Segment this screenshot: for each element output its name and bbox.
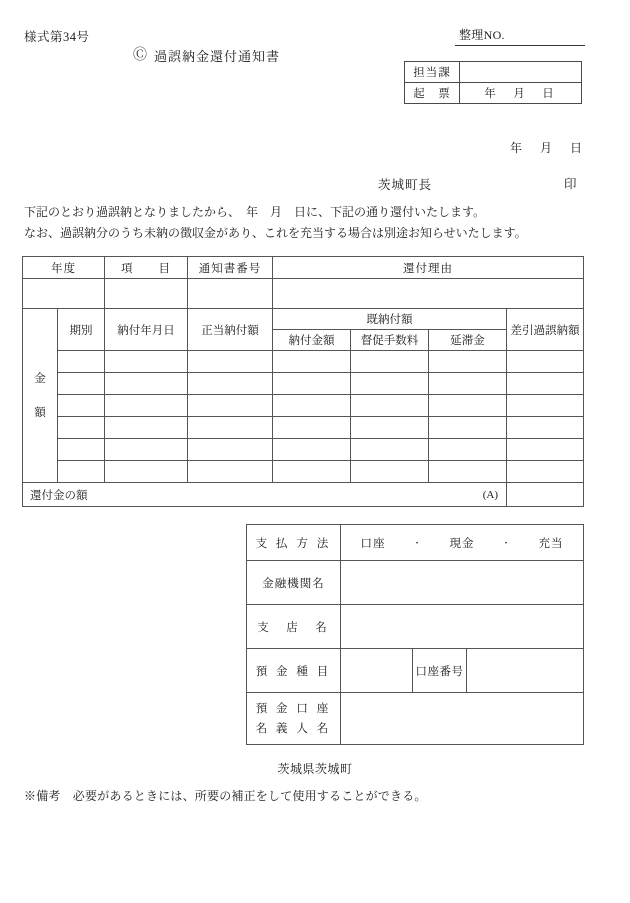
seal-icon: 印 (564, 177, 577, 191)
refund-detail-table (22, 256, 584, 507)
issue-date: 年 月 日 (510, 141, 586, 155)
document-title (133, 46, 280, 65)
cell-demand-fee[interactable] (351, 395, 429, 417)
cell-proper-amount[interactable] (188, 439, 273, 461)
payment-method-table (246, 524, 584, 745)
header-period: 期別 (58, 309, 105, 351)
cell-notice-number[interactable] (188, 279, 273, 309)
cell-proper-amount[interactable] (188, 373, 273, 395)
cell-net-overpayment[interactable] (507, 373, 584, 395)
dept-label: 担当課 (405, 62, 460, 83)
option-separator: ・ (501, 538, 512, 548)
cell-refund-reason[interactable] (273, 279, 584, 309)
table-row (23, 257, 584, 279)
table-row (247, 605, 584, 649)
cell-paid-sum[interactable] (273, 395, 351, 417)
form-number: 様式第34号 (24, 30, 90, 44)
option-separator: ・ (412, 538, 423, 548)
cell-paid-sum[interactable] (273, 351, 351, 373)
account-holder-label-line-2: 名 義 人 名 (255, 722, 332, 735)
table-row (247, 525, 584, 561)
cell-payment-date[interactable] (105, 439, 188, 461)
issuer-organization: 茨城県茨城町 (277, 762, 353, 776)
cell-account-number[interactable] (467, 649, 584, 693)
table-row (23, 351, 584, 373)
cell-period[interactable] (58, 417, 105, 439)
cell-item[interactable] (105, 279, 188, 309)
amount-section-label (23, 309, 58, 483)
table-row (23, 439, 584, 461)
cell-period[interactable] (58, 439, 105, 461)
body-line-2: なお、過誤納分のうち未納の徴収金があり、これを充当する場合は別途お知らせいたします。 (24, 226, 527, 240)
cell-net-overpayment[interactable] (507, 417, 584, 439)
remarks-note: ※備考 必要があるときには、所要の補正をして使用することができる。 (24, 789, 427, 803)
option-bank-transfer[interactable]: 口座 (360, 537, 386, 550)
table-row (247, 693, 584, 745)
header-notice-number: 通知書番号 (188, 257, 273, 279)
header-paid-amount-group: 既納付額 (273, 309, 507, 330)
header-proper-amount: 正当納付額 (188, 309, 273, 351)
header-late-charge: 延滞金 (429, 330, 507, 351)
cell-paid-sum[interactable] (273, 417, 351, 439)
header-demand-fee: 督促手数料 (351, 330, 429, 351)
account-type-label: 預 金 種 目 (247, 649, 341, 693)
cell-proper-amount[interactable] (188, 461, 273, 483)
cell-demand-fee[interactable] (351, 461, 429, 483)
cell-demand-fee[interactable] (351, 351, 429, 373)
cell-late-charge[interactable] (429, 373, 507, 395)
cell-payment-date[interactable] (105, 417, 188, 439)
account-holder-label-line-1: 預 金 口 座 (255, 702, 332, 715)
cell-refund-total-value[interactable] (507, 483, 584, 507)
reference-number-rule[interactable] (455, 45, 585, 46)
amount-label-char-2: 額 (34, 406, 46, 419)
table-row (23, 417, 584, 439)
cell-payment-date[interactable] (105, 461, 188, 483)
table-row (23, 373, 584, 395)
body-text (24, 202, 604, 244)
table-row (247, 561, 584, 605)
refund-total-label (23, 483, 507, 507)
cell-late-charge[interactable] (429, 461, 507, 483)
cell-account-holder[interactable] (341, 693, 584, 745)
refund-total-label-text: 還付金の額 (30, 489, 88, 502)
cell-late-charge[interactable] (429, 439, 507, 461)
option-appropriation[interactable]: 充当 (538, 537, 564, 550)
refund-total-mark: (A) (482, 488, 498, 501)
cell-demand-fee[interactable] (351, 439, 429, 461)
cell-period[interactable] (58, 351, 105, 373)
cell-period[interactable] (58, 461, 105, 483)
table-row (23, 279, 584, 309)
cell-account-type[interactable] (341, 649, 413, 693)
cell-net-overpayment[interactable] (507, 351, 584, 373)
account-holder-label (247, 693, 341, 745)
cell-proper-amount[interactable] (188, 417, 273, 439)
header-net-overpayment: 差引過誤納額 (507, 309, 584, 351)
cell-proper-amount[interactable] (188, 395, 273, 417)
table-row (405, 83, 582, 104)
department-table (404, 61, 582, 104)
table-row (405, 62, 582, 83)
recipient-name: 茨城町長 (378, 178, 433, 192)
dept-value[interactable] (460, 62, 582, 83)
cell-late-charge[interactable] (429, 351, 507, 373)
table-row (23, 309, 584, 330)
bank-name-label: 金融機関名 (247, 561, 341, 605)
header-refund-reason: 還付理由 (273, 257, 584, 279)
header-fiscal-year: 年度 (23, 257, 105, 279)
cell-branch-name[interactable] (341, 605, 584, 649)
option-cash[interactable]: 現金 (449, 537, 475, 550)
document-title-text: 過誤納金還付通知書 (154, 49, 281, 64)
cell-net-overpayment[interactable] (507, 395, 584, 417)
reference-number-label: 整理NO. (459, 28, 505, 42)
cell-demand-fee[interactable] (351, 417, 429, 439)
body-line-1: 下記のとおり過誤納となりましたから、 年 月 日に、下記の通り還付いたします。 (24, 205, 486, 219)
cell-bank-name[interactable] (341, 561, 584, 605)
table-row (247, 649, 584, 693)
cell-proper-amount[interactable] (188, 351, 273, 373)
table-row (23, 461, 584, 483)
payment-method-options (341, 525, 584, 561)
header-item: 項 目 (105, 257, 188, 279)
cell-net-overpayment[interactable] (507, 439, 584, 461)
cell-fiscal-year[interactable] (23, 279, 105, 309)
header-payment-date: 納付年月日 (105, 309, 188, 351)
cell-payment-date[interactable] (105, 395, 188, 417)
drafting-date-value[interactable]: 年 月 日 (460, 83, 582, 104)
cell-late-charge[interactable] (429, 417, 507, 439)
cell-paid-sum[interactable] (273, 373, 351, 395)
cell-payment-date[interactable] (105, 373, 188, 395)
table-row (23, 483, 584, 507)
cell-late-charge[interactable] (429, 395, 507, 417)
account-number-label: 口座番号 (413, 649, 467, 693)
circled-c-icon: Ⓒ (133, 47, 147, 63)
cell-period[interactable] (58, 373, 105, 395)
cell-period[interactable] (58, 395, 105, 417)
cell-demand-fee[interactable] (351, 373, 429, 395)
header-paid-sum: 納付金額 (273, 330, 351, 351)
payment-method-label: 支 払 方 法 (247, 525, 341, 561)
cell-net-overpayment[interactable] (507, 461, 584, 483)
cell-paid-sum[interactable] (273, 461, 351, 483)
table-row (23, 395, 584, 417)
cell-payment-date[interactable] (105, 351, 188, 373)
amount-label-char-1: 金 (34, 372, 46, 385)
branch-name-label: 支 店 名 (247, 605, 341, 649)
cell-paid-sum[interactable] (273, 439, 351, 461)
drafting-label: 起 票 (405, 83, 460, 104)
